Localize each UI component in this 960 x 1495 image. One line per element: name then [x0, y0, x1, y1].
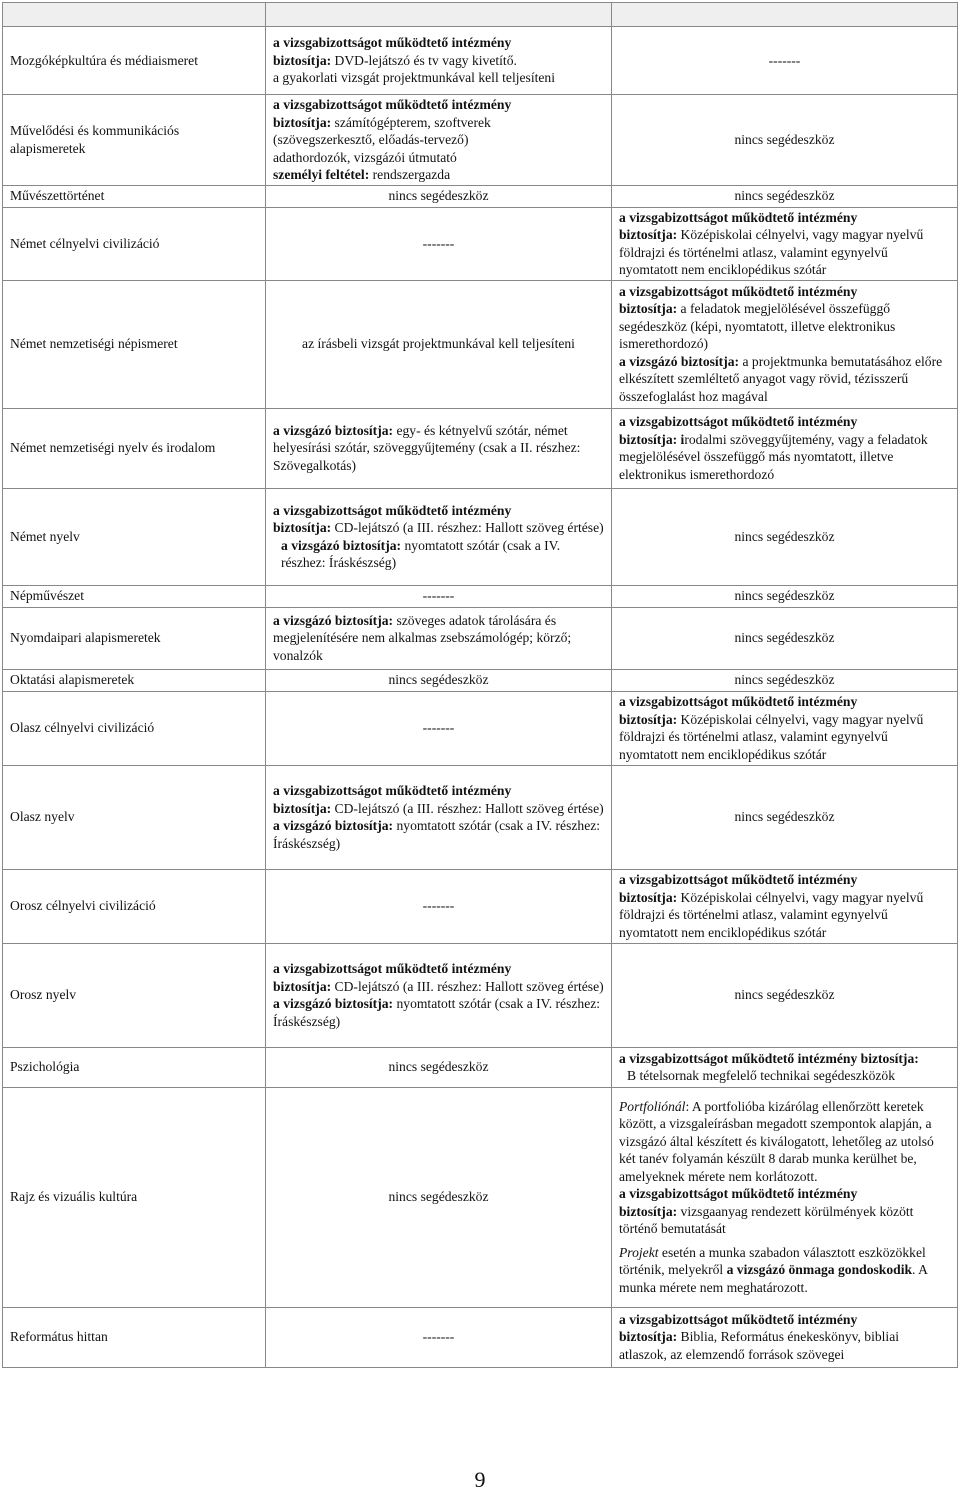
institution-label: a vizsgabizottságot működtető intézmény: [273, 97, 512, 112]
aid-text: biztosítja: Középiskolai célnyelvi, vagy magyar nyelvű földrajzi és történelmi atlasz, valamint egynyelvű nyomtatott nem enciklopédikus szótár: [619, 711, 924, 762]
written-aid-cell: -------: [266, 869, 612, 943]
portfolio-paragraph: Portfoliónál: A portfolióba kizárólag ellenőrzött keretek között, a vizsgaleírásban megadott szempontok alapján, a vizsgázó által készített és kiválogatott, lehetőleg az utolsó két tanév folyamán készült 8 darab munka kerülhet be, amelyeknek mérete nem korlátozott.: [619, 1098, 934, 1184]
table-row: [3, 280, 958, 408]
institution-label: a vizsgabizottságot működtető intézmény: [273, 35, 512, 51]
subject-cell: Orosz nyelv: [3, 943, 266, 1047]
institution-label: a vizsgabizottságot működtető intézmény: [619, 1311, 858, 1327]
aid-text: (szövegszerkesztő, előadás-tervező): [273, 132, 469, 147]
aid-text: biztosítja: irodalmi szöveggyűjtemény, vagy a feladatok megjelölésével összefüggő más nyomtatott, illetve elektronikus ismerethordozó: [619, 431, 928, 482]
oral-aid-cell: [612, 1047, 958, 1087]
written-aid-cell: nincs segédeszköz: [266, 669, 612, 691]
header-cell: [266, 3, 612, 27]
oral-aid-cell: nincs segédeszköz: [612, 95, 958, 186]
aid-text: személyi feltétel: rendszergazda: [273, 167, 451, 182]
header-cell: [612, 3, 958, 27]
subject-cell: Református hittan: [3, 1307, 266, 1367]
table-row: [3, 669, 958, 691]
table-row: [3, 207, 958, 280]
subject-cell: Orosz célnyelvi civilizáció: [3, 869, 266, 943]
table-header-row: [3, 3, 958, 27]
subject-cell: Nyomdaipari alapismeretek: [3, 607, 266, 669]
oral-aid-cell: nincs segédeszköz: [612, 488, 958, 585]
aid-text: a vizsgázó biztosítja: a projektmunka bemutatásához előre elkészített szemléltető anyagot vagy rövid, tézisszerű összefoglalást hoz magával: [619, 353, 943, 404]
oral-aid-cell: nincs segédeszköz: [612, 669, 958, 691]
institution-label: a vizsgabizottságot működtető intézmény: [273, 961, 512, 976]
oral-aid-cell: [612, 207, 958, 280]
institution-label: a vizsgabizottságot működtető intézmény: [619, 283, 858, 299]
aid-text: biztosítja: CD-lejátszó (a III. részhez: Hallott szöveg értése): [273, 978, 604, 994]
subject-cell: Művelődési és kommunikációs alapismeretek: [3, 95, 266, 186]
project-paragraph: Projekt esetén a munka szabadon választott eszközökkel történik, melyekről a vizsgázó önmaga gondoskodik. A munka mérete nem meghatározott.: [619, 1244, 928, 1295]
table-row: [3, 765, 958, 869]
table-row: [3, 95, 958, 186]
subject-cell: Pszichológia: [3, 1047, 266, 1087]
table-row: [3, 691, 958, 765]
aid-text: biztosítja: Biblia, Református énekeskönyv, bibliai atlaszok, az elemzendő források szövegei: [619, 1329, 900, 1362]
institution-label: a vizsgabizottságot működtető intézmény biztosítja:: [619, 1050, 919, 1066]
oral-aid-cell: [612, 408, 958, 488]
table-row: [3, 408, 958, 488]
written-aid-cell: a vizsgázó biztosítja: egy- és kétnyelvű szótár, német helyesírási szótár, szöveggyűjtemény (csak a II. részhez: Szövegalkotás): [266, 408, 612, 488]
written-aid-cell: [266, 765, 612, 869]
subject-cell: Német nemzetiségi népismeret: [3, 280, 266, 408]
exam-aids-table: [2, 2, 958, 1368]
aid-text: a vizsgázó biztosítja: nyomtatott szótár (csak a IV. részhez: Íráskészség): [273, 996, 601, 1029]
subject-cell: Oktatási alapismeretek: [3, 669, 266, 691]
aid-text: biztosítja: DVD-lejátszó és tv vagy kivetítő.: [273, 52, 517, 68]
table-row: [3, 585, 958, 607]
written-aid-cell: [266, 27, 612, 95]
aid-text: B tételsornak megfelelő technikai segédeszközök: [627, 1068, 895, 1083]
table-row: [3, 607, 958, 669]
aid-text: biztosítja: vizsgaanyag rendezett körülmények között történő bemutatását: [619, 1203, 914, 1237]
institution-label: a vizsgabizottságot működtető intézmény: [619, 209, 858, 225]
aid-text: biztosítja: CD-lejátszó (a III. részhez: Hallott szöveg értése): [273, 800, 604, 816]
subject-cell: Művészettörténet: [3, 185, 266, 207]
header-cell: [3, 3, 266, 27]
written-aid-cell: [266, 95, 612, 186]
aid-text: biztosítja: CD-lejátszó (a III. részhez: Hallott szöveg értése): [273, 520, 604, 535]
oral-aid-cell: nincs segédeszköz: [612, 585, 958, 607]
institution-label: a vizsgabizottságot működtető intézmény: [619, 414, 858, 429]
table-row: [3, 869, 958, 943]
table-row: [3, 1087, 958, 1307]
aid-text: biztosítja: a feladatok megjelölésével összefüggő segédeszköz (képi, nyomtatott, illetve elektronikus ismerethordozó): [619, 301, 896, 352]
written-aid-cell: -------: [266, 585, 612, 607]
page-number: 9: [474, 1467, 486, 1492]
oral-aid-cell: nincs segédeszköz: [612, 185, 958, 207]
written-aid-cell: nincs segédeszköz: [266, 185, 612, 207]
subject-cell: Olasz nyelv: [3, 765, 266, 869]
aid-text: biztosítja: Középiskolai célnyelvi, vagy magyar nyelvű földrajzi és történelmi atlasz, valamint egynyelvű nyomtatott nem enciklopédikus szótár: [619, 227, 924, 277]
oral-aid-cell: [612, 691, 958, 765]
subject-cell: Rajz és vizuális kultúra: [3, 1087, 266, 1307]
oral-aid-cell: nincs segédeszköz: [612, 765, 958, 869]
institution-label: a vizsgabizottságot működtető intézmény: [619, 872, 858, 887]
institution-label: a vizsgabizottságot működtető intézmény: [273, 783, 512, 798]
aid-note: a gyakorlati vizsgát projektmunkával kell teljesíteni: [273, 70, 555, 86]
written-aid-cell: [266, 943, 612, 1047]
subject-cell: Német nemzetiségi nyelv és irodalom: [3, 408, 266, 488]
table-row: [3, 1047, 958, 1087]
written-aid-cell: nincs segédeszköz: [266, 1087, 612, 1307]
table-row: [3, 27, 958, 95]
written-aid-cell: az írásbeli vizsgát projektmunkával kell teljesíteni: [266, 280, 612, 408]
table-row: [3, 185, 958, 207]
institution-label: a vizsgabizottságot működtető intézmény: [619, 1186, 858, 1202]
oral-aid-cell: [612, 869, 958, 943]
oral-aid-cell: [612, 280, 958, 408]
aid-text: adathordozók, vizsgázói útmutató: [273, 149, 457, 165]
oral-aid-cell: -------: [612, 27, 958, 95]
institution-label: a vizsgabizottságot működtető intézmény: [619, 694, 858, 709]
oral-aid-cell: [612, 1307, 958, 1367]
table-row: [3, 488, 958, 585]
oral-aid-cell: nincs segédeszköz: [612, 607, 958, 669]
subject-cell: Olasz célnyelvi civilizáció: [3, 691, 266, 765]
written-aid-cell: nincs segédeszköz: [266, 1047, 612, 1087]
subject-cell: Mozgóképkultúra és médiaismeret: [3, 27, 266, 95]
written-aid-cell: -------: [266, 207, 612, 280]
aid-text: biztosítja: számítógépterem, szoftverek: [273, 114, 491, 130]
subject-cell: Népművészet: [3, 585, 266, 607]
oral-aid-cell: [612, 1087, 958, 1307]
table-row: [3, 1307, 958, 1367]
aid-text: biztosítja: Középiskolai célnyelvi, vagy magyar nyelvű földrajzi és történelmi atlasz, valamint egynyelvű nyomtatott nem enciklopédikus szótár: [619, 889, 924, 940]
written-aid-cell: a vizsgázó biztosítja: szöveges adatok tárolására és megjelenítésére nem alkalmas zsebszámológép; körző; vonalzók: [266, 607, 612, 669]
written-aid-cell: -------: [266, 1307, 612, 1367]
table-row: [3, 943, 958, 1047]
subject-cell: Német nyelv: [3, 488, 266, 585]
written-aid-cell: [266, 488, 612, 585]
institution-label: a vizsgabizottságot működtető intézmény: [273, 502, 512, 518]
written-aid-cell: -------: [266, 691, 612, 765]
aid-text: a vizsgázó biztosítja: nyomtatott szótár (csak a IV. részhez: Íráskészség): [273, 818, 601, 851]
oral-aid-cell: nincs segédeszköz: [612, 943, 958, 1047]
aid-text: a vizsgázó biztosítja: nyomtatott szótár (csak a IV. részhez: Íráskészség): [281, 537, 561, 570]
subject-cell: Német célnyelvi civilizáció: [3, 207, 266, 280]
